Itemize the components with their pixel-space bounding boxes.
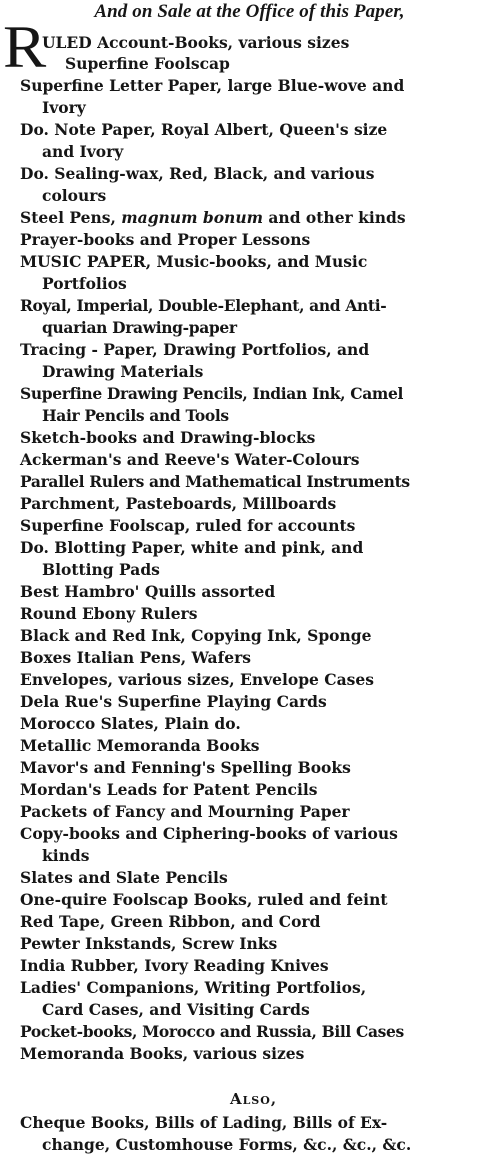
list-item xyxy=(20,779,486,801)
list-item-text: Mavor's and Fenning's Spelling Books xyxy=(20,758,351,777)
list-item-continuation: Portfolios xyxy=(42,274,127,293)
also-heading: Also, xyxy=(229,1090,278,1108)
list-item xyxy=(20,229,486,251)
list-item-text: Steel Pens, xyxy=(20,208,122,227)
list-item xyxy=(20,515,486,537)
list-item-text: Copy-books and Ciphering-books of various xyxy=(20,824,398,843)
list-item-text: Packets of Fancy and Mourning Paper xyxy=(20,802,350,821)
list-item-text: Prayer-books and Proper Lessons xyxy=(20,230,311,249)
intro-line-2: Superfine Foolscap xyxy=(65,54,230,73)
list-item-text: Ladies' Companions, Writing Portfolios, xyxy=(20,978,367,997)
list-item xyxy=(20,537,486,581)
list-item xyxy=(20,823,486,867)
final-entry-continuation: change, Customhouse Forms, &c., &c., &c. xyxy=(42,1135,412,1154)
list-item-text: Black and Red Ink, Copying Ink, Sponge xyxy=(20,626,372,645)
page-title: And on Sale at the Office of this Paper, xyxy=(94,1,405,22)
list-item-continuation: kinds xyxy=(42,846,90,865)
list-item xyxy=(20,471,486,493)
list-item-text: Memoranda Books, various sizes xyxy=(20,1044,305,1063)
list-item xyxy=(20,251,486,295)
list-item-text: Boxes Italian Pens, Wafers xyxy=(20,648,252,667)
list-item xyxy=(20,207,486,229)
list-item-text: Parallel Rulers and Mathematical Instruments xyxy=(20,472,410,491)
list-item-text: Slates and Slate Pencils xyxy=(20,868,228,887)
list-item xyxy=(20,757,486,779)
list-item xyxy=(20,75,486,119)
list-item-continuation: Hair Pencils and Tools xyxy=(42,406,229,425)
list-item xyxy=(20,119,486,163)
list-item xyxy=(20,911,486,933)
list-item-text: Red Tape, Green Ribbon, and Cord xyxy=(20,912,321,931)
list-item-italic: magnum bonum xyxy=(121,208,263,227)
list-item-text: Royal, Imperial, Double-Elephant, and Anti- xyxy=(20,296,387,315)
list-item-continuation: Blotting Pads xyxy=(42,560,160,579)
list-item-text: MUSIC PAPER, Music-books, and Music xyxy=(20,252,368,271)
list-item-continuation: Card Cases, and Visiting Cards xyxy=(42,1000,310,1019)
list-item-continuation: Drawing Materials xyxy=(42,362,204,381)
final-entry xyxy=(20,1112,486,1156)
list-item-text: Superfine Letter Paper, large Blue-wove and xyxy=(20,76,405,95)
product-list xyxy=(20,75,486,1065)
list-item xyxy=(20,867,486,889)
list-item-text: Best Hambro' Quills assorted xyxy=(20,582,276,601)
list-item xyxy=(20,449,486,471)
list-item xyxy=(20,669,486,691)
list-item-text: Do. Note Paper, Royal Albert, Queen's size xyxy=(20,120,388,139)
list-item-text: One-quire Foolscap Books, ruled and feint xyxy=(20,890,388,909)
list-item-text: and other kinds xyxy=(262,208,406,227)
list-item-text: Pewter Inkstands, Screw Inks xyxy=(20,934,278,953)
list-item-continuation: Ivory xyxy=(42,98,86,117)
list-item-text: Parchment, Pasteboards, Millboards xyxy=(20,494,337,513)
list-item xyxy=(20,1043,486,1065)
list-item-text: Envelopes, various sizes, Envelope Cases xyxy=(20,670,374,689)
list-item xyxy=(20,581,486,603)
list-item-text: Superfine Drawing Pencils, Indian Ink, Camel xyxy=(20,384,404,403)
list-item xyxy=(20,295,486,339)
list-item-text: Round Ebony Rulers xyxy=(20,604,198,623)
list-item xyxy=(20,1021,486,1043)
drop-cap: R xyxy=(3,14,47,80)
list-item-continuation: quarian Drawing-paper xyxy=(42,318,237,337)
list-item-text: Pocket-books, Morocco and Russia, Bill Cases xyxy=(20,1022,404,1041)
list-item-continuation: colours xyxy=(42,186,107,205)
intro-line-1: ULED Account-Books, various sizes xyxy=(42,33,350,52)
list-item xyxy=(20,955,486,977)
list-item xyxy=(20,933,486,955)
list-item xyxy=(20,383,486,427)
list-item-text: Mordan's Leads for Patent Pencils xyxy=(20,780,318,799)
list-item-text: Ackerman's and Reeve's Water-Colours xyxy=(20,450,360,469)
list-item-text: India Rubber, Ivory Reading Knives xyxy=(20,956,329,975)
list-item xyxy=(20,339,486,383)
list-item xyxy=(20,889,486,911)
list-item-text: Do. Sealing-wax, Red, Black, and various xyxy=(20,164,375,183)
list-item xyxy=(20,735,486,757)
list-item-text: Superfine Foolscap, ruled for accounts xyxy=(20,516,356,535)
final-entry-text: Cheque Books, Bills of Lading, Bills of Ex- xyxy=(20,1113,388,1132)
list-item-text: Dela Rue's Superfine Playing Cards xyxy=(20,692,327,711)
list-item xyxy=(20,977,486,1021)
list-item xyxy=(20,625,486,647)
list-item xyxy=(20,691,486,713)
list-item-text: Metallic Memoranda Books xyxy=(20,736,260,755)
list-item xyxy=(20,427,486,449)
list-item xyxy=(20,801,486,823)
list-item-text: Tracing - Paper, Drawing Portfolios, and xyxy=(20,340,370,359)
list-item-text: Do. Blotting Paper, white and pink, and xyxy=(20,538,364,557)
list-item xyxy=(20,647,486,669)
list-item xyxy=(20,603,486,625)
list-item-text: Morocco Slates, Plain do. xyxy=(20,714,241,733)
list-item xyxy=(20,493,486,515)
list-item xyxy=(20,713,486,735)
list-item-text: Sketch-books and Drawing-blocks xyxy=(20,428,316,447)
list-item-continuation: and Ivory xyxy=(42,142,124,161)
list-item xyxy=(20,163,486,207)
